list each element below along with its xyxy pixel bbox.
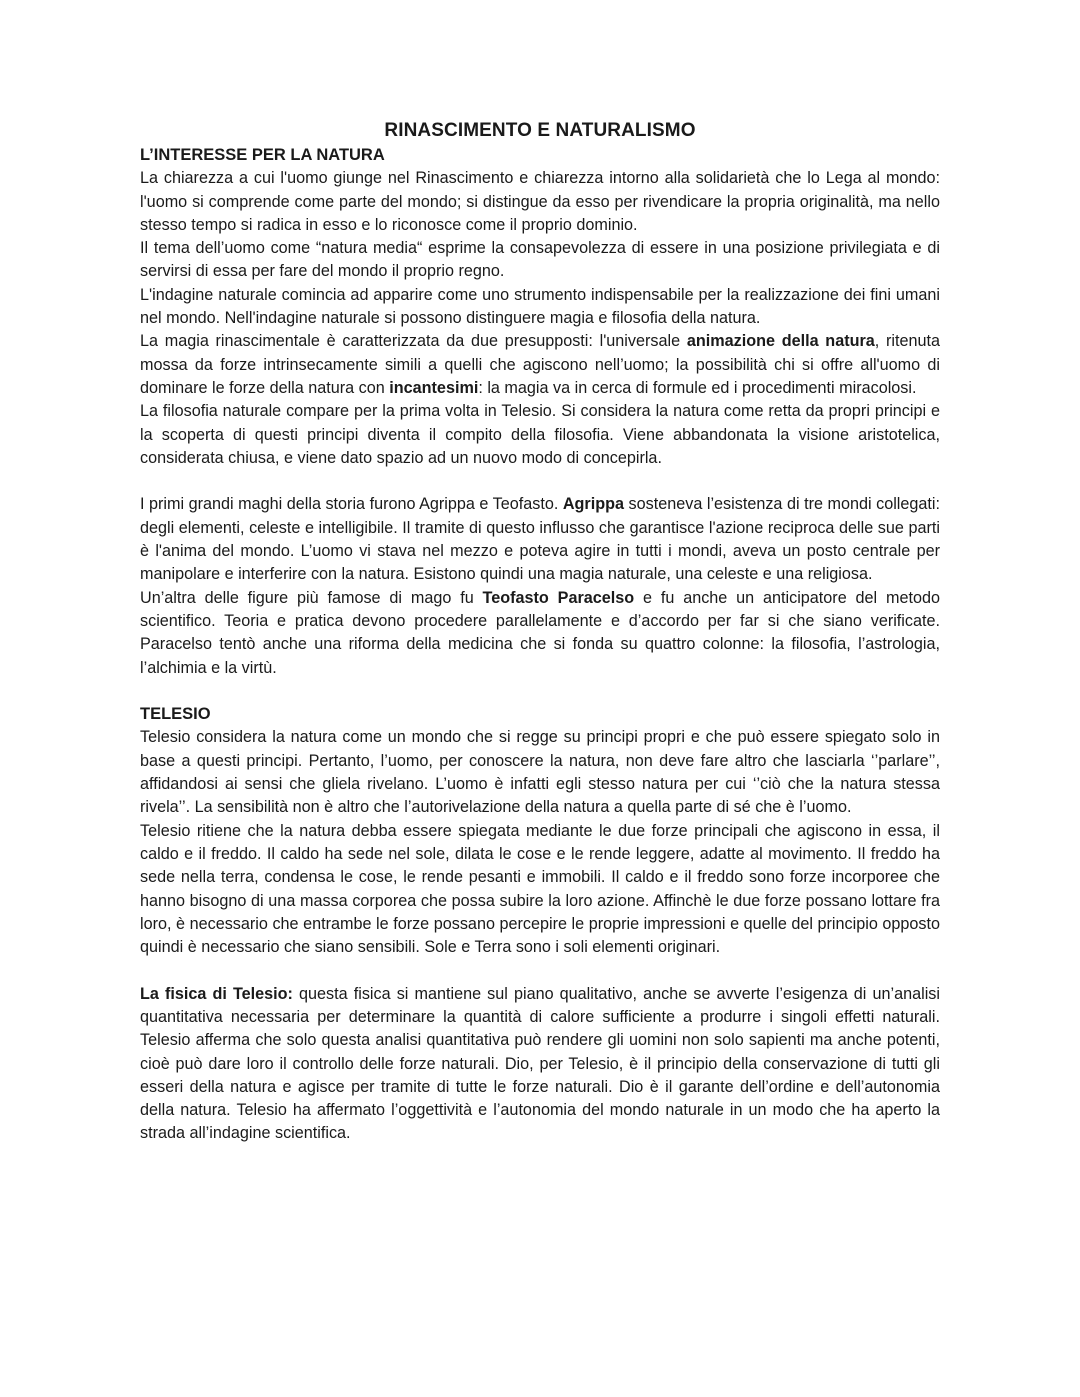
- text-run: Un’altra delle figure più famose di mago fu: [140, 588, 483, 607]
- document-page: [140, 118, 940, 1146]
- paragraph: [140, 983, 940, 1146]
- text-run: : la magia va in cerca di formule ed i procedimenti miracolosi.: [478, 378, 917, 397]
- paragraph: Telesio ritiene che la natura debba essere spiegata mediante le due forze principali che agiscono in essa, il caldo e il freddo. Il caldo ha sede nel sole, dilata le cose e le rende leggere, adatte al movimento. Il freddo ha sede nella terra, condensa le cose, le rende pesanti e immobili. Il caldo e il freddo sono forze incorporee che hanno bisogno di una massa corporea che possa subire la loro azione. Affinchè le due forze possano lottare fra loro, è necessario che entrambe le forze possano percepire le proprie impressioni e quelle del principio opposto quindi è necessario che siano sensibili. Sole e Terra sono i soli elementi originari.: [140, 821, 940, 957]
- blank-line: [140, 680, 940, 703]
- text-run: La magia rinascimentale è caratterizzata da due presupposti: l'universale: [140, 332, 687, 351]
- text-run: sosteneva l’esistenza di tre mondi collegati: degli elementi, celeste e intelligibile. Il tramite di questo influsso che garantisce l'azione reciproca delle sue parti è l'anima del mondo. L’uomo vi stava nel mezzo e poteva agire in tutti i mondi, aveva un posto centrale per manipolare e interferire con la natura. Esistono quindi una magia naturale, una celeste e una religiosa.: [140, 495, 940, 584]
- bold-term: animazione della natura: [686, 332, 875, 351]
- paragraph: [140, 330, 940, 400]
- paragraph: Il tema dell’uomo come “natura media“ esprime la consapevolezza di essere in una posizione privilegiata e di servirsi di essa per fare del mondo il proprio regno.: [140, 239, 940, 281]
- blank-line: [140, 470, 940, 493]
- section-heading-interesse: L’INTERESSE PER LA NATURA: [140, 146, 385, 164]
- paragraph: L'indagine naturale comincia ad apparire come uno strumento indispensabile per la realizzazione dei fini umani nel mondo. Nell'indagine naturale si possono distinguere magia e filosofia della natura.: [140, 285, 940, 328]
- text-run: questa fisica si mantiene sul piano qualitativo, anche se avverte l’esigenza di un’analisi quantitativa necessaria per determinare la quantità di calore sufficiente a produrre i singoli effetti naturali. Telesio afferma che solo questa analisi quantitativa può rendere gli uomini non solo sapienti ma anche potenti, cioè può dare loro il controllo delle forze naturali. Dio, per Telesio, è il principio della conservazione di tutti gli esseri della natura e agisce per tramite di tutte le forze naturali. Dio è il garante dell’ordine e dell’autonomia della natura. Telesio ha affermato l’oggettività e l’autonomia del mondo naturale in un modo che ha aperto la strada all’indagine scientifica.: [140, 984, 940, 1143]
- bold-term: La fisica di Telesio:: [140, 984, 293, 1003]
- bold-term: Teofasto Paracelso: [482, 588, 635, 607]
- paragraph: La chiarezza a cui l'uomo giunge nel Rinascimento e chiarezza intorno alla solidarietà che lo Lega al mondo: l'uomo si comprende come parte del mondo; si distingue da esso per rivendicare la propria originalità, ma nello stesso tempo si radica in esso e lo riconosce come il proprio dominio.: [140, 169, 940, 234]
- document-title: RINASCIMENTO E NATURALISMO: [384, 120, 696, 141]
- paragraph: La filosofia naturale compare per la prima volta in Telesio. Si considera la natura come retta da propri principi e la scoperta di questi principi diventa il compito della filosofia. Viene abbandonata la visione aristotelica, considerata chiusa, e viene dato spazio ad un nuovo modo di concepirla.: [140, 402, 940, 467]
- bold-term: Agrippa: [562, 495, 625, 514]
- section-heading-telesio: TELESIO: [140, 705, 211, 724]
- paragraph: [140, 587, 940, 680]
- text-run: e fu anche un anticipatore del metodo scientifico. Teoria e pratica devono procedere parallelamente e d’accordo per far si che siano verificate. Paracelso tentò anche una riforma della medicina che si fonda su quattro colonne: la filosofia, l’astrologia, l’alchimia e la virtù.: [140, 588, 940, 677]
- bold-term: incantesimi: [389, 378, 479, 397]
- text-run: I primi grandi maghi della storia furono Agrippa e Teofasto.: [140, 495, 563, 514]
- paragraph: [140, 493, 940, 586]
- text-run: , ritenuta mossa da forze intrinsecamente simili a quelli che agiscono nell’uomo; la possibilità chi si offre all'uomo di dominare le forze della natura con: [140, 332, 940, 397]
- paragraph: Telesio considera la natura come un mondo che si regge su principi propri e che può essere spiegato solo in base a questi principi. Pertanto, l’uomo, per conoscere la natura, non deve fare altro che lasciarla ‘’parlare’’, affidandosi ai sensi che gliela rivelano. L’uomo è infatti egli stesso natura per cui ‘’ciò che la natura stessa rivela’’. La sensibilità non è altro che l’autorivelazione della natura a quella parte di sé che è l’uomo.: [140, 728, 940, 817]
- blank-line: [140, 959, 940, 982]
